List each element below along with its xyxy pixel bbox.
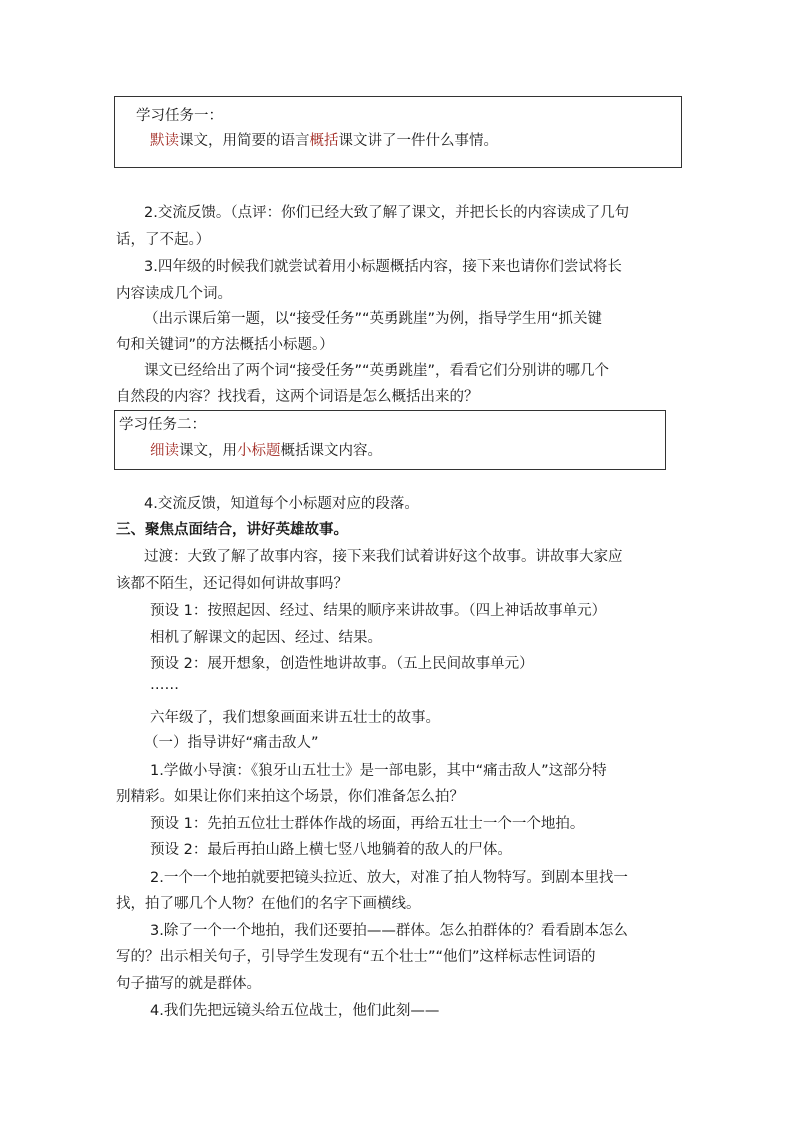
para-line-12: 该都不陌生，还记得如何讲故事吗？ <box>116 576 348 592</box>
para-line-18: （一）指导讲好“痛击敌人” <box>144 735 319 751</box>
para-line-25: 3.除了一个一个地拍，我们还要拍——群体。怎么拍群体的？看看剧本怎么 <box>150 923 628 939</box>
task2-content <box>150 439 382 460</box>
task2-seg3: 小标题 <box>237 443 281 459</box>
task1-seg2: 课文，用简要的语言 <box>179 133 310 149</box>
para-line-2: 话，了不起。） <box>116 232 211 248</box>
para-line-8: 自然段的内容？找找看，这两个词语是怎么概括出来的？ <box>116 389 479 405</box>
para-line-21: 预设 1：先拍五位壮士群体作战的场面，再给五壮士一个一个地拍。 <box>150 816 585 832</box>
para-line-19: 1.学做小导演：《狼牙山五壮士》是一部电影，其中“痛击敌人”这部分特 <box>150 763 607 779</box>
para-line-7: 课文已经给出了两个词“接受任务”“英勇跳崖”，看看它们分别讲的哪几个 <box>144 363 610 379</box>
section-heading-3: 三、聚焦点面结合，讲好英雄故事。 <box>116 522 348 538</box>
para-line-26: 写的？出示相关句子，引导学生发现有“五个壮士”“他们”这样标志性词语的 <box>116 949 596 965</box>
para-line-22: 预设 2：最后再拍山路上横七竖八地躺着的敌人的尸体。 <box>150 842 512 858</box>
para-line-11: 过渡：大致了解了故事内容，接下来我们试着讲好这个故事。讲故事大家应 <box>144 549 623 565</box>
task2-seg2: 课文，用 <box>179 443 237 459</box>
para-line-14: 相机了解课文的起因、经过、结果。 <box>150 630 382 646</box>
task1-seg4: 课文讲了一件什么事情。 <box>338 133 498 149</box>
task1-seg1: 默读 <box>150 133 179 149</box>
para-line-9: 4.交流反馈，知道每个小标题对应的段落。 <box>144 496 419 512</box>
task1-title: 学习任务一： <box>136 108 223 124</box>
para-line-16: …… <box>150 677 179 693</box>
para-line-1: 2.交流反馈。（点评：你们已经大致了解了课文，并把长长的内容读成了几句 <box>144 205 630 221</box>
para-line-23: 2.一个一个地拍就要把镜头拉近、放大，对准了拍人物特写。到剧本里找一 <box>150 870 628 886</box>
para-line-24: 找，拍了哪几个人物？在他们的名字下画横线。 <box>116 896 421 912</box>
para-line-3: 3.四年级的时候我们就尝试着用小标题概括内容，接下来也请你们尝试将长 <box>144 259 622 275</box>
para-line-15: 预设 2：展开想象，创造性地讲故事。（五上民间故事单元） <box>150 656 534 672</box>
para-line-4: 内容读成几个词。 <box>116 286 232 302</box>
para-line-13: 预设 1：按照起因、经过、结果的顺序来讲故事。（四上神话故事单元） <box>150 603 607 619</box>
para-line-5: （出示课后第一题，以“接受任务”“英勇跳崖”为例，指导学生用“抓关键 <box>144 311 603 327</box>
para-line-27: 句子描写的就是群体。 <box>116 976 261 992</box>
task2-title: 学习任务二： <box>119 417 206 433</box>
para-line-28: 4.我们先把远镜头给五位战士，他们此刻—— <box>150 1003 440 1019</box>
task1-content <box>150 129 498 150</box>
para-line-20: 别精彩。如果让你们来拍这个场景，你们准备怎么拍？ <box>116 789 464 805</box>
para-line-6: 句和关键词”的方法概括小标题。） <box>116 337 334 353</box>
task2-seg4: 概括课文内容。 <box>280 443 382 459</box>
task2-seg1: 细读 <box>150 443 179 459</box>
para-line-17: 六年级了，我们想象画面来讲五壮士的故事。 <box>150 710 440 726</box>
task1-seg3: 概括 <box>309 133 339 149</box>
